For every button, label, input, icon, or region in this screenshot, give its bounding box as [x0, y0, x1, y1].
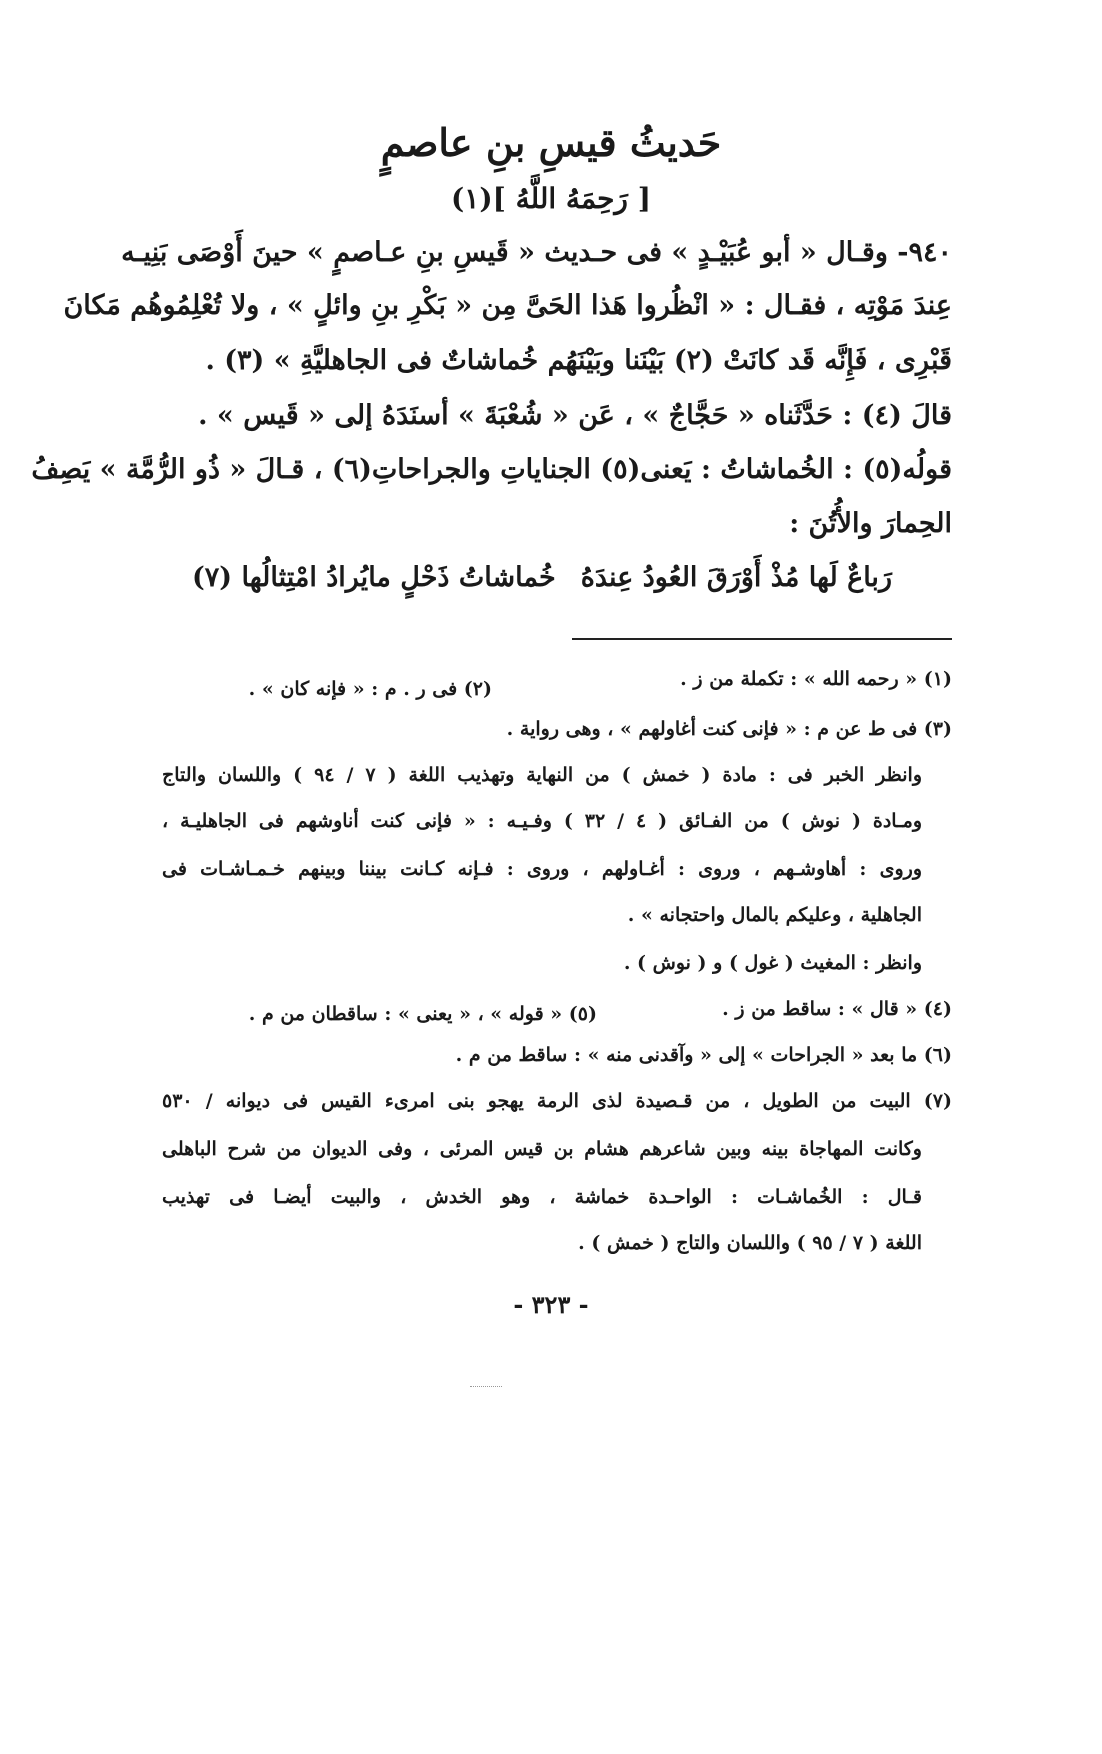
- body-line: عِندَ مَوْتِه ، فقـال : « انْظُروا هَذا الحَىَّ مِن « بَكْرِ بنِ وائلٍ » ، ولا تُعْلِمُوهُم مَكانَ: [63, 290, 952, 321]
- page-number: - ٣٢٣ -: [513, 1290, 589, 1319]
- footnote-3-line: وانظر الخبر فى : مادة ( خمش ) من النهاية وتهذيب اللغة ( ٧ / ٩٤ ) واللسان والتاج: [162, 764, 922, 786]
- footnote-3: (٣) فى ط عن م : « فإنى كنت أغاولهم » ، وهى رواية .: [506, 718, 952, 740]
- footnote-3-ref: وانظر : المغيث ( غول ) و ( نوش ) .: [623, 952, 922, 974]
- verse-first-hemistich: رَباعٌ لَها مُذْ أَوْرَقَ العُودُ عِندَهُ: [580, 562, 892, 593]
- footnote-7-line: (٧) البيت من الطويل ، من قـصيدة لذى الرمة يهجو بنى امرىء القيس فى ديوانه / ٥٣٠: [162, 1090, 952, 1112]
- page-title: حَديثُ قيسِ بنِ عاصمٍ: [380, 120, 722, 165]
- footnote-1: (١) « رحمه الله » : تكملة من ز .: [680, 668, 952, 690]
- body-line: ٩٤٠- وقـال « أبو عُبَيْـدٍ » فى حـديث « قَيسِ بنِ عـاصمٍ » حينَ أَوْصَى بَنِيـه: [121, 237, 952, 268]
- body-line: قالَ (٤) : حَدَّثَناه « حَجَّاجٌ » ، عَن « شُعْبَةَ » أسنَدَهُ إلى « قَيس » .: [198, 400, 952, 431]
- footnote-separator: [572, 638, 952, 640]
- footnote-7-line: وكانت المهاجاة بينه وبين شاعرهم هشام بن قيس المرئى ، وفى الديوان من شرح الباهلى: [162, 1138, 922, 1160]
- footnote-2: (٢) فى ر . م : « فإنه كان » .: [248, 678, 492, 700]
- footnote-6: (٦) ما بعد « الجراحات » إلى « وآقدنى منه » : ساقط من م .: [455, 1044, 952, 1066]
- footnote-4: (٤) « قال » : ساقط من ز .: [722, 998, 952, 1020]
- footnote-3-line: ومـادة ( نوش ) من الفـائق ( ٤ / ٣٢ ) وفـيـه : « فإنى كنت أناوشهم فى الجاهليـة ،: [162, 810, 922, 832]
- footnote-3-line: وروى : أهاوشـهم ، وروى : أغـاولهم ، وروى : فـإنه كـانت بيننا وبينهم خـمـاشـات فى: [162, 858, 922, 880]
- footnote-7-line: قـال : الخُماشـات : الواحـدة خماشة ، وهو الخدش ، والبيت أيضـا فى تهذيب: [162, 1186, 922, 1208]
- poetry-verse: [152, 562, 952, 612]
- body-line: قَبْرِى ، فَإِنَّه قَد كانَتْ (٢) بَيْنَنا وبَيْنَهُم خُماشاتٌ فى الجاهليَّةِ » (٣) .: [205, 345, 952, 376]
- footnote-7-end: اللغة ( ٧ / ٩٥ ) واللسان والتاج ( خمش ) .: [578, 1232, 922, 1254]
- verse-second-hemistich: خُماشاتُ ذَحْلٍ مايُرادُ امْتِثالُها (٧): [192, 562, 556, 593]
- page-subtitle: [ رَحِمَهُ اللَّهُ ](١): [451, 182, 651, 215]
- body-line: قولُه(٥) : الخُماشاتُ : يَعنى(٥) الجناياتِ والجراحاتِ(٦) ، قـالَ « ذُو الرُّمَّة » يَصِفُ: [31, 454, 952, 485]
- footnote-3-end: الجاهلية ، وعليكم بالمال واحتجانه » .: [627, 904, 922, 926]
- scan-artifact: [470, 1386, 502, 1387]
- body-line: الحِمارَ والأُتُنَ :: [789, 508, 952, 539]
- footnote-5: (٥) « قوله » ، « يعنى » : ساقطان من م .: [248, 1003, 597, 1025]
